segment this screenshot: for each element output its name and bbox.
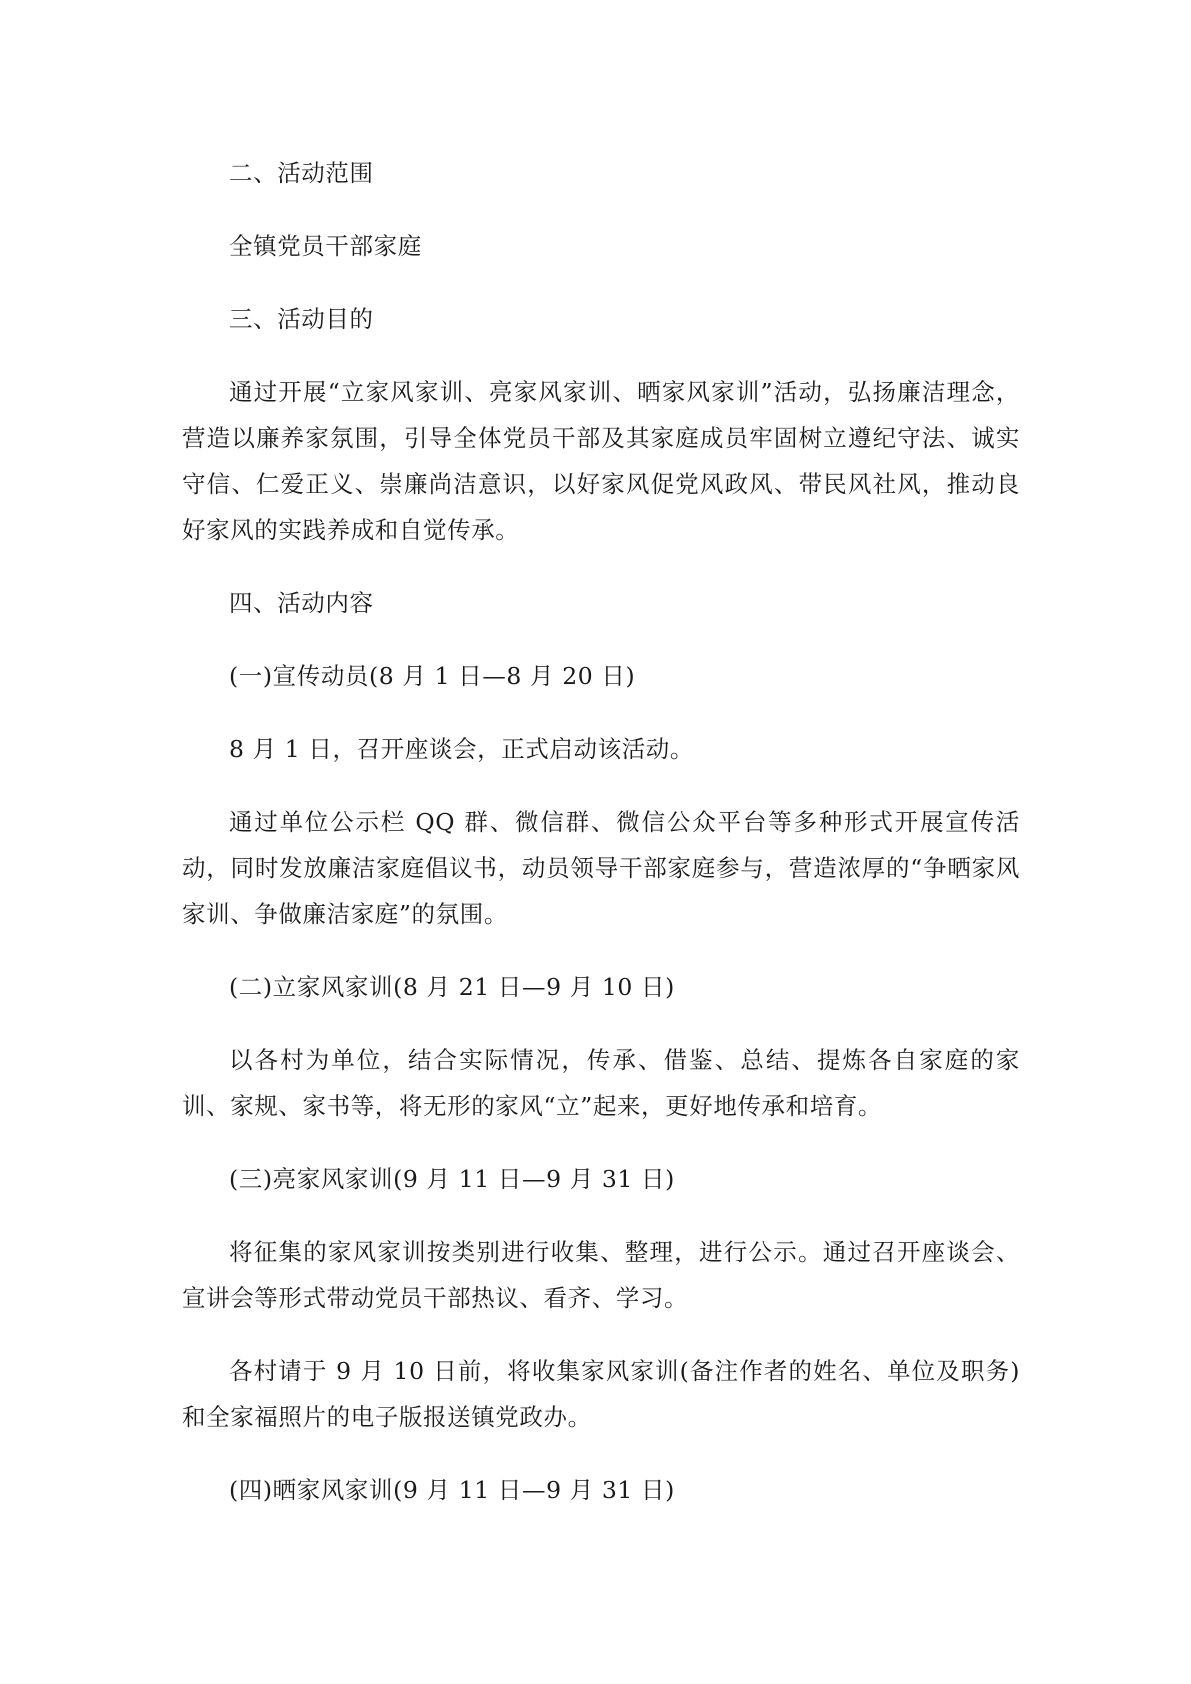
- paragraph-launch: 8 月 1 日，召开座谈会，正式启动该活动。: [229, 735, 695, 763]
- subheading-share: (四)晒家风家训(9 月 11 日—9 月 31 日): [229, 1476, 675, 1504]
- paragraph-establish: 以各村为单位，结合实际情况，传承、借鉴、总结、提炼各自家庭的家训、家规、家书等，将无形的家风“立”起来，更好地传承和培育。: [182, 1046, 1020, 1120]
- paragraph-scope: 全镇党员干部家庭: [229, 232, 422, 260]
- section-heading-scope: 二、活动范围: [229, 159, 374, 187]
- paragraph-purpose: 通过开展“立家风家训、亮家风家训、晒家风家训”活动，弘扬廉洁理念，营造以廉养家氛围，引导全体党员干部及其家庭成员牢固树立遵纪守法、诚实守信、仁爱正义、崇廉尚洁意识，以好家风促党风政风、带民风社风，推动良好家风的实践养成和自觉传承。: [182, 378, 1020, 544]
- subheading-display: (三)亮家风家训(9 月 11 日—9 月 31 日): [229, 1165, 675, 1193]
- subheading-establish: (二)立家风家训(8 月 21 日—9 月 10 日): [229, 973, 675, 1001]
- paragraph-publicity: 通过单位公示栏 QQ 群、微信群、微信公众平台等多种形式开展宣传活动，同时发放廉洁家庭倡议书，动员领导干部家庭参与，营造浓厚的“争晒家风家训、争做廉洁家庭”的氛围。: [182, 808, 1020, 928]
- section-heading-content: 四、活动内容: [229, 589, 374, 617]
- paragraph-display: 将征集的家风家训按类别进行收集、整理，进行公示。通过召开座谈会、宣讲会等形式带动党员干部热议、看齐、学习。: [182, 1238, 1020, 1312]
- document-body: [182, 150, 1020, 1513]
- paragraph-submission: 各村请于 9 月 10 日前，将收集家风家训(备注作者的姓名、单位及职务)和全家福照片的电子版报送镇党政办。: [182, 1357, 1020, 1431]
- section-heading-purpose: 三、活动目的: [229, 305, 374, 333]
- subheading-publicity: (一)宣传动员(8 月 1 日—8 月 20 日): [229, 662, 636, 690]
